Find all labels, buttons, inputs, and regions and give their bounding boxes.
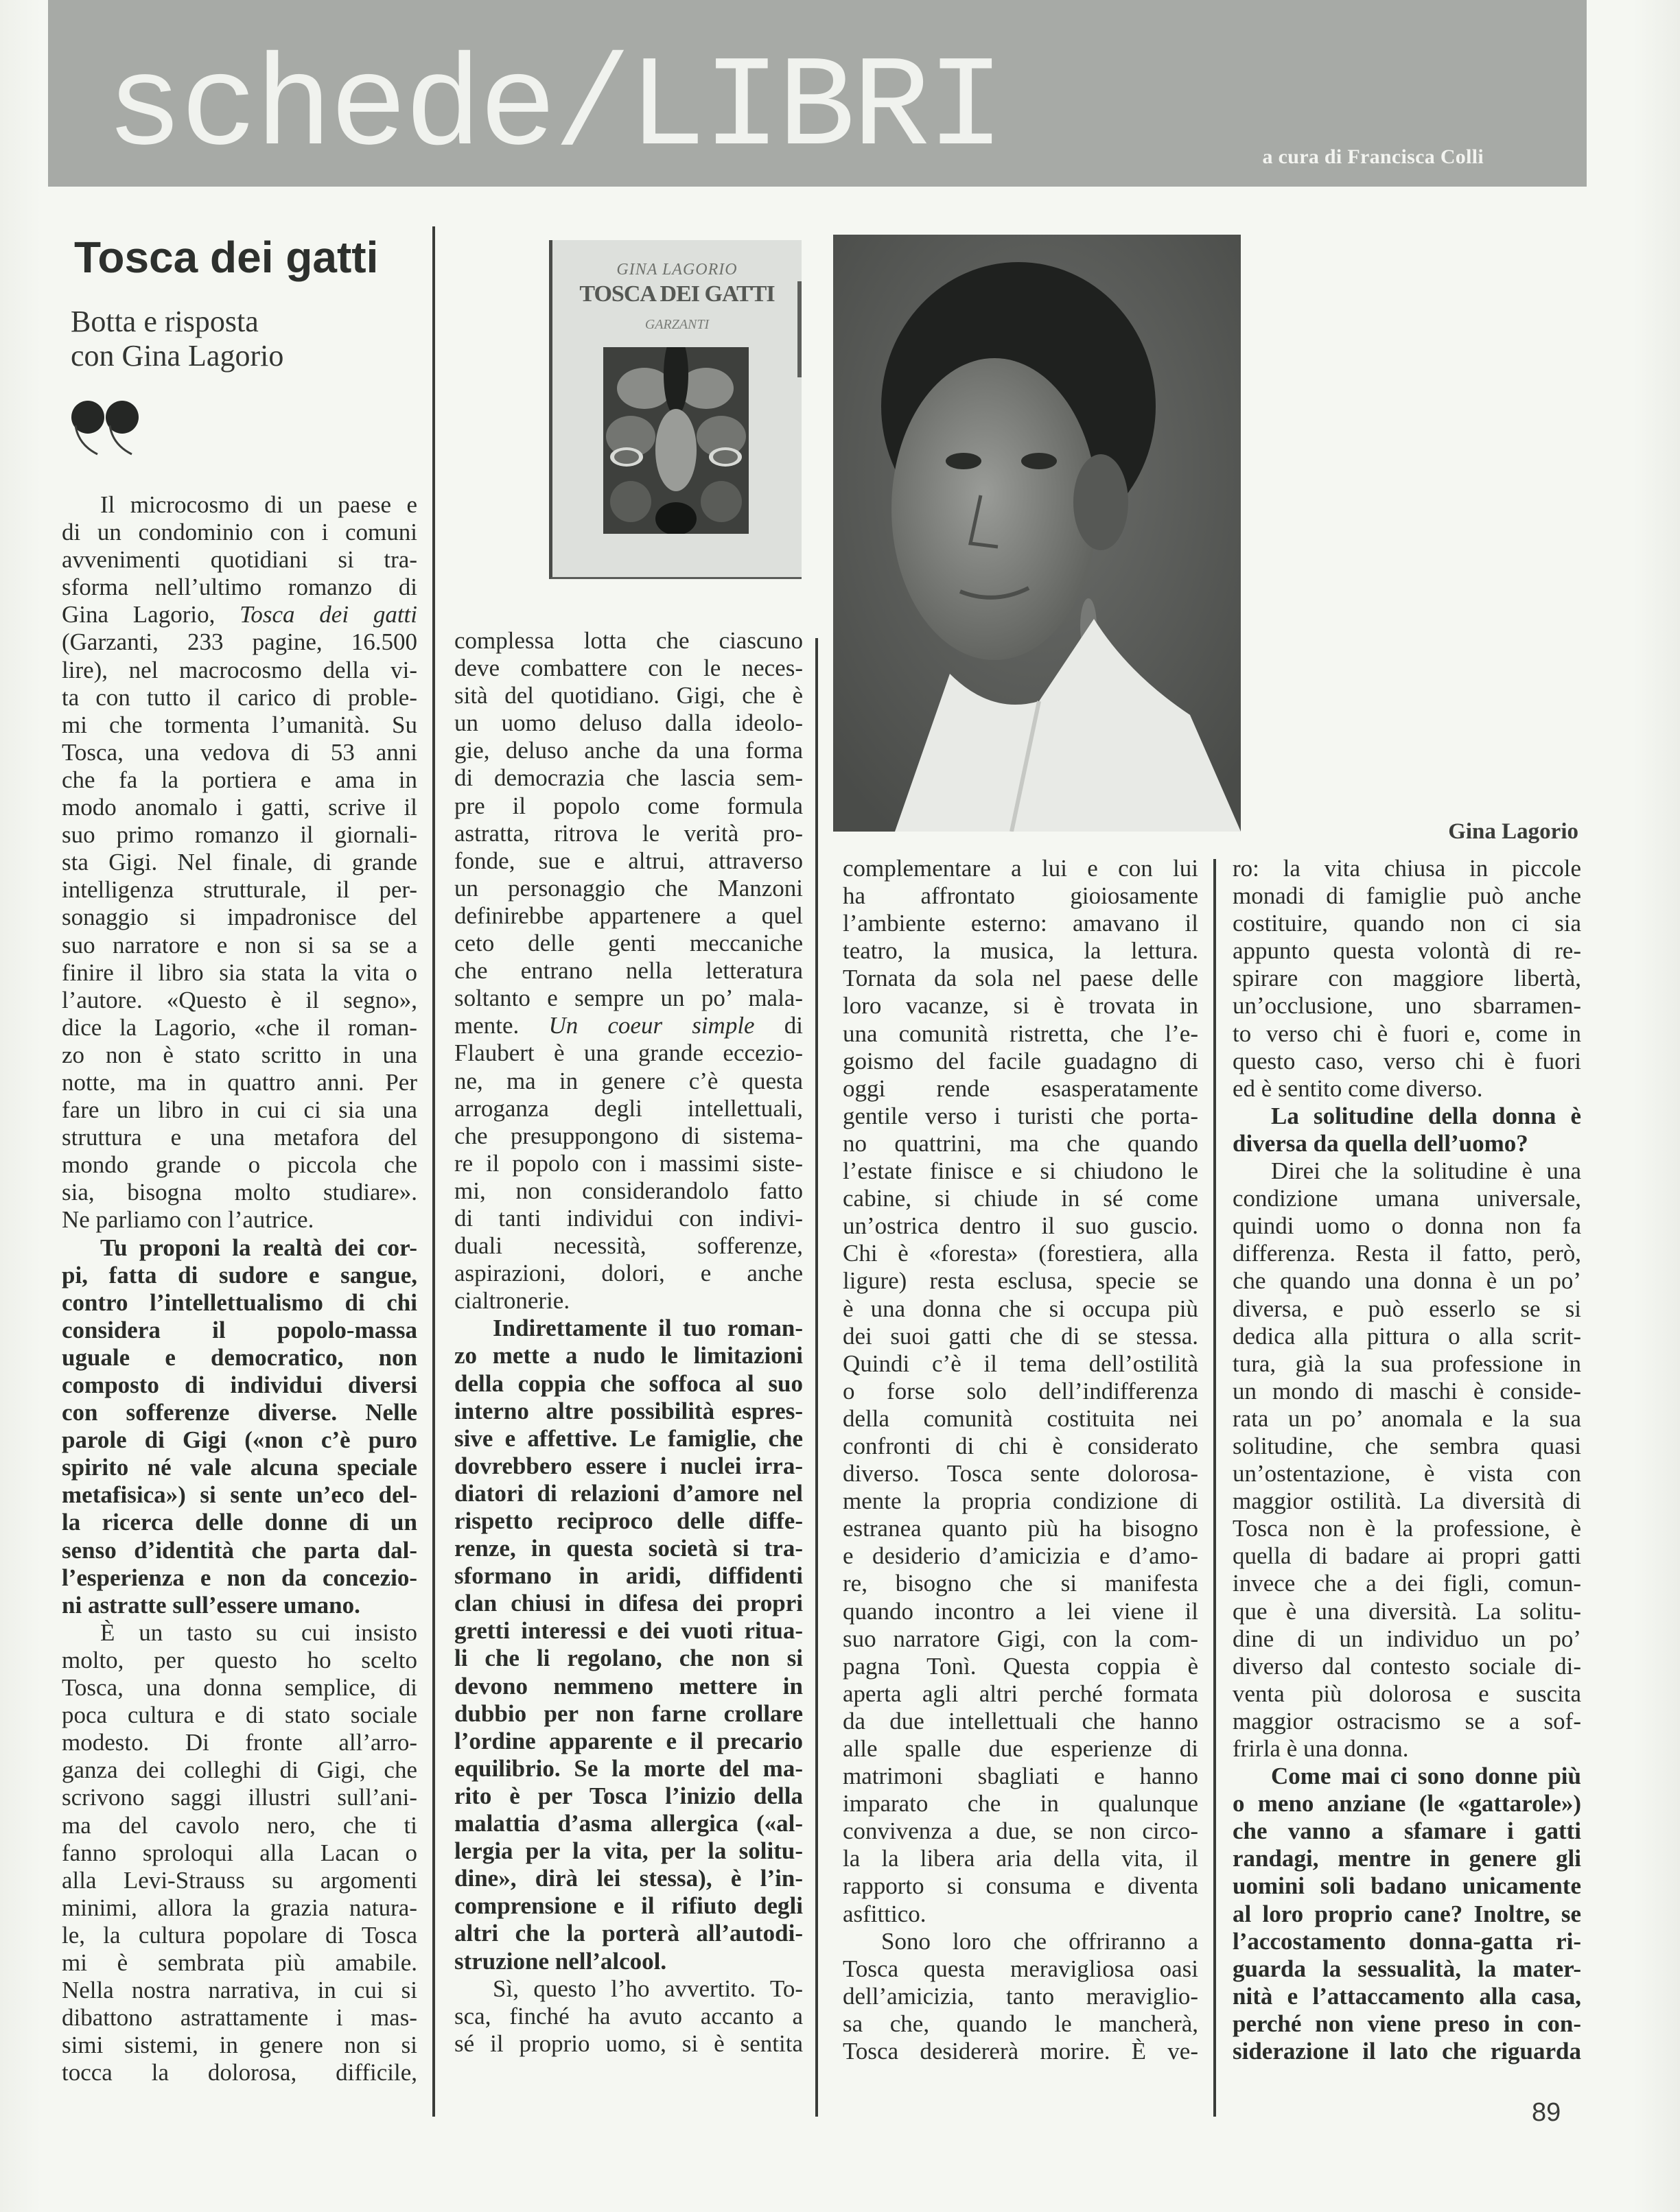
text-line: sa che, quando le mancherà, xyxy=(843,2010,1198,2037)
section-title: schede/LIBRI xyxy=(106,36,1002,183)
article-column-4 xyxy=(1233,855,1581,2065)
text-line: dice la Lagorio, «che il roman- xyxy=(62,1013,417,1041)
text-line: perché non viene preso in con- xyxy=(1233,2010,1581,2037)
text-line: suo narratore e non si sa se a xyxy=(62,931,417,958)
book-cover-image xyxy=(549,240,802,579)
text-line: intelligenza strutturale, il per- xyxy=(62,876,417,904)
text-line: pi, fatta di sudore e sangue, xyxy=(62,1261,417,1289)
text-line: alle spalle due esperienze di xyxy=(843,1735,1198,1762)
text-line: diverso. Tosca sente dolorosa- xyxy=(843,1460,1198,1487)
text-line: è una donna che si occupa più xyxy=(843,1295,1198,1322)
text-line: uomini soli badano unicamente xyxy=(1233,1872,1581,1900)
text-line: ed è sentito come diverso. xyxy=(1233,1074,1483,1102)
text-line: cabine, si chiude in sé come xyxy=(843,1185,1198,1212)
text-line: goismo del facile guadagno di xyxy=(843,1047,1198,1074)
text-line: zo mette a nudo le limitazioni xyxy=(454,1342,803,1369)
column-divider xyxy=(815,638,818,2117)
text-line: e desiderio d’amicizia e d’amo- xyxy=(843,1542,1198,1570)
text-line: le, la cultura popolare di Tosca xyxy=(62,1921,417,1949)
section-header-band xyxy=(48,0,1587,187)
text-line: diverso dal contesto sociale di- xyxy=(1233,1652,1581,1680)
text-line: teatro, la musica, la lettura. xyxy=(843,937,1198,965)
text-line: una comunità ristretta, che l’e- xyxy=(843,1020,1198,1047)
text-line: l’estate finisce e si chiudono le xyxy=(843,1157,1198,1185)
text-line xyxy=(454,1012,803,1039)
text-line: diversa da quella dell’uomo? xyxy=(1233,1129,1528,1157)
text-line: È un tasto su cui insisto xyxy=(100,1619,417,1646)
text-line: asfittico. xyxy=(843,1900,926,1927)
text-line: Tosca, una donna semplice, di xyxy=(62,1674,417,1702)
text-line: un mondo di maschi è conside- xyxy=(1233,1377,1581,1404)
text-line: che entrano nella letteratura xyxy=(454,957,803,985)
text-line: gretti interessi e dei vuoti ritua- xyxy=(454,1617,803,1645)
text-line: mondo grande o piccola che xyxy=(62,1151,417,1179)
text-line: fare un libro in cui ci sia una xyxy=(62,1096,417,1124)
text-line: dubbio per non farne crollare xyxy=(454,1699,803,1727)
text-line: aspirazioni, dolori, e anche xyxy=(454,1260,803,1287)
text-line: sive e affettive. Le famiglie, che xyxy=(454,1424,803,1452)
text-line: re il popolo con i massimi siste- xyxy=(454,1149,803,1177)
text-line: l’ordine apparente e il precario xyxy=(454,1727,803,1754)
text-line: un’ostrica dentro il suo guscio. xyxy=(843,1212,1198,1240)
text-line: devono nemmeno mettere in xyxy=(454,1672,803,1699)
text-line: dine di un individuo un po’ xyxy=(1233,1625,1581,1652)
text-line xyxy=(62,601,417,628)
text-line: mi è sembrata più amabile. xyxy=(62,1949,417,1976)
text-line: cialtronerie. xyxy=(454,1287,570,1315)
text-line: lire), nel macrocosmo della vi- xyxy=(62,656,417,683)
text-line: sia, bisogna molto studiare». xyxy=(62,1179,417,1206)
text-line: zo non è stato scritto in una xyxy=(62,1041,417,1068)
text-line: la la libera aria della vita, il xyxy=(843,1845,1198,1872)
text-line: lergia per la vita, per la solitu- xyxy=(454,1837,803,1865)
text-line: l’accostamento donna-gatta ri- xyxy=(1233,1927,1581,1955)
text-line: convivenza a due, se non circo- xyxy=(843,1817,1198,1845)
article-column-3 xyxy=(843,855,1198,2065)
text-line: dei suoi gatti che di se stessa. xyxy=(843,1322,1198,1350)
text-line: Tosca, una vedova di 53 anni xyxy=(62,738,417,766)
text-line: clan chiusi in difesa dei propri xyxy=(454,1590,803,1617)
text-line: sità del quotidiano. Gigi, che è xyxy=(454,682,803,709)
text-line: complementare a lui e con lui xyxy=(843,855,1198,882)
text-line: diversa, e può esserlo se si xyxy=(1233,1295,1581,1322)
text-line: sforma nell’ultimo romanzo di xyxy=(62,574,417,601)
text-line: Indirettamente il tuo roman- xyxy=(493,1315,803,1342)
text-line: confronti di chi è considerato xyxy=(843,1432,1198,1459)
text-line: duali necessità, sofferenze, xyxy=(454,1232,803,1260)
text-span: Gina Lagorio, xyxy=(62,601,240,628)
text-line: considera il popolo-massa xyxy=(62,1316,417,1343)
text-line: ganza dei colleghi di Gigi, che xyxy=(62,1756,417,1784)
text-line: dedica alla pittura o alla scrit- xyxy=(1233,1322,1581,1350)
text-line: soltanto e sempre un po’ mala- xyxy=(454,985,803,1012)
text-line: gentile verso i turisti che porta- xyxy=(843,1102,1198,1129)
text-line: al loro proprio cane? Inoltre, se xyxy=(1233,1900,1581,1927)
text-line: ni astratte sull’essere umano. xyxy=(62,1591,360,1619)
text-line: che presuppongono di sistema- xyxy=(454,1122,803,1149)
text-line: venta più dolorosa e suscita xyxy=(1233,1680,1581,1707)
text-line: che quando una donna è un po’ xyxy=(1233,1267,1581,1295)
text-line: simi sistemi, in genere non si xyxy=(62,2032,417,2059)
text-line: Direi che la solitudine è una xyxy=(1271,1157,1581,1185)
column-divider xyxy=(432,226,435,2117)
opening-quote-icon xyxy=(69,391,144,467)
text-line: ha affrontato gioiosamente xyxy=(843,882,1198,910)
text-line: con sofferenze diverse. Nelle xyxy=(62,1399,417,1426)
book-cover-author: GINA LAGORIO xyxy=(616,261,738,279)
text-line: loro vacanze, si è trovata in xyxy=(843,992,1198,1020)
text-line: dibattono astrattamente i mas- xyxy=(62,2004,417,2032)
article-subtitle xyxy=(71,305,283,373)
text-line: Quindi c’è il tema dell’ostilità xyxy=(843,1350,1198,1377)
text-line: Ne parliamo con l’autrice. xyxy=(62,1206,314,1234)
text-line: costituire, quando non ci sia xyxy=(1233,910,1581,937)
text-line: rispetto reciproco delle diffe- xyxy=(454,1507,803,1534)
text-line: sca, finché ha avuto accanto a xyxy=(454,2002,803,2029)
text-line: fanno sproloqui alla Lacan o xyxy=(62,1839,417,1866)
text-line: avvenimenti quotidiani si tra- xyxy=(62,546,417,574)
text-line: struttura e una metafora del xyxy=(62,1124,417,1151)
text-line: pre il popolo come formula xyxy=(454,792,803,819)
subtitle-line: Botta e risposta xyxy=(71,305,259,338)
text-line: ta con tutto il carico di proble- xyxy=(62,683,417,711)
text-line: malattia d’asma allergica («al- xyxy=(454,1810,803,1837)
text-line: arroganza degli intellettuali, xyxy=(454,1094,803,1122)
article-column-1 xyxy=(62,491,417,2086)
text-line: Sì, questo l’ho avvertito. To- xyxy=(493,1975,803,2002)
text-line: Tornata da sola nel paese delle xyxy=(843,965,1198,992)
text-line: di un condominio con i comuni xyxy=(62,519,417,546)
text-line: uguale e democratico, non xyxy=(62,1343,417,1371)
book-cover-title: TOSCA DEI GATTI xyxy=(579,281,775,307)
cat-face-illustration xyxy=(603,347,749,534)
text-line: tocca la dolorosa, difficile, xyxy=(62,2059,417,2086)
text-line: metafisica») si sente un’eco del- xyxy=(62,1481,417,1509)
text-line: re, bisogno che si manifesta xyxy=(843,1570,1198,1597)
text-line: un’ostentazione, è vista con xyxy=(1233,1460,1581,1487)
text-line: astratta, ritrova le verità pro- xyxy=(454,819,803,847)
text-line: spirare con maggiore libertà, xyxy=(1233,965,1581,992)
text-line: estranea quanto più ha bisogno xyxy=(843,1515,1198,1542)
text-line: maggior ostilità. La diversità di xyxy=(1233,1487,1581,1515)
text-line: dovrebbero essere i nuclei irra- xyxy=(454,1452,803,1479)
text-line: spirito né vale alcuna speciale xyxy=(62,1454,417,1481)
portrait-illustration xyxy=(833,235,1241,832)
text-line: dell’amicizia, tanto meraviglio- xyxy=(843,1982,1198,2010)
text-line: Nella nostra narrativa, in cui si xyxy=(62,1977,417,2004)
text-line: Il microcosmo di un paese e xyxy=(100,491,417,518)
text-line: rapporto si consuma e diventa xyxy=(843,1872,1198,1900)
text-line: quella di badare ai propri gatti xyxy=(1233,1542,1581,1570)
text-span: di xyxy=(754,1012,803,1039)
text-line: differenza. Resta il fatto, però, xyxy=(1233,1240,1581,1267)
text-line: Chi è «foresta» (forestiera, alla xyxy=(843,1240,1198,1267)
text-line: la ricerca delle donne di un xyxy=(62,1509,417,1536)
text-line: to verso chi è fuori e, come in xyxy=(1233,1020,1581,1047)
text-line: imparato che in qualunque xyxy=(843,1790,1198,1817)
text-line: Tosca questa meravigliosa oasi xyxy=(843,1955,1198,1982)
text-line: l’esperienza e non da concezio- xyxy=(62,1564,417,1591)
text-line: guarda la sessualità, la mater- xyxy=(1233,1955,1581,1982)
text-line: Tu proponi la realtà dei cor- xyxy=(100,1234,417,1261)
text-line: Sono loro che offriranno a xyxy=(881,1927,1198,1955)
article-column-2 xyxy=(454,627,803,2058)
text-line: questo caso, verso chi è fuori xyxy=(1233,1047,1581,1074)
text-line: (Garzanti, 233 pagine, 16.500 xyxy=(62,628,417,656)
text-line: gie, deluso anche da una forma xyxy=(454,737,803,764)
text-line: modo anomalo i gatti, scrive il xyxy=(62,794,417,821)
text-line: ceto delle genti meccaniche xyxy=(454,930,803,957)
text-line: l’autore. «Questo è il segno», xyxy=(62,986,417,1013)
text-line: appunto questa volontà di re- xyxy=(1233,937,1581,965)
text-line: l’ambiente esterno: amavano il xyxy=(843,910,1198,937)
text-line: della comunità costituita nei xyxy=(843,1404,1198,1432)
text-line: no quattrini, ma che quando xyxy=(843,1129,1198,1157)
text-span: mente. xyxy=(454,1012,549,1039)
text-line: altri che la porterà all’autodi- xyxy=(454,1920,803,1947)
text-line: un’occlusione, uno sbarramen- xyxy=(1233,992,1581,1020)
text-line: sé il proprio uomo, si è sentita xyxy=(454,2029,803,2057)
text-line: un personaggio che Manzoni xyxy=(454,874,803,902)
text-line: renze, in questa società si tra- xyxy=(454,1535,803,1562)
text-line: La solitudine della donna è xyxy=(1271,1102,1581,1129)
text-line: mente la propria condizione di xyxy=(843,1487,1198,1515)
text-line: minimi, allora la grazia natura- xyxy=(62,1894,417,1921)
text-line: senso d’identità che parta dal- xyxy=(62,1536,417,1564)
subtitle-line: con Gina Lagorio xyxy=(71,339,284,373)
text-line: monadi di famiglie può anche xyxy=(1233,882,1581,910)
section-byline: a cura di Francisca Colli xyxy=(1262,145,1484,168)
text-line: finire il libro sia stata la vita o xyxy=(62,958,417,986)
text-line: equilibrio. Se la morte del ma- xyxy=(454,1754,803,1782)
text-line: che fa la portiera e ama in xyxy=(62,766,417,793)
photo-caption: Gina Lagorio xyxy=(1448,819,1578,844)
text-line: maggior ostracismo se a sof- xyxy=(1233,1707,1581,1734)
text-line: nità e l’attaccamento alla casa, xyxy=(1233,1982,1581,2010)
text-line: suo narratore Gigi, con la com- xyxy=(843,1625,1198,1652)
author-portrait-photo xyxy=(833,235,1241,832)
text-line: complessa lotta che ciascuno xyxy=(454,627,803,654)
text-line: ma del cavolo nero, che ti xyxy=(62,1811,417,1839)
text-line: composto di individui diversi xyxy=(62,1372,417,1398)
text-line: invece che a dei figli, comun- xyxy=(1233,1570,1581,1597)
text-line: Tosca desidererà morire. È ve- xyxy=(843,2038,1198,2065)
text-line: ligure) resta esclusa, specie se xyxy=(843,1267,1198,1295)
text-line: notte, ma in quattro anni. Per xyxy=(62,1068,417,1096)
text-line: scrivono saggi illustri sull’ani- xyxy=(62,1784,417,1811)
text-line: comprensione e il rifiuto degli xyxy=(454,1892,803,1920)
text-line: diatori di relazioni d’amore nel xyxy=(454,1479,803,1507)
text-line: quando incontro a lei viene il xyxy=(843,1597,1198,1625)
text-line: rata un po’ anomala e la sua xyxy=(1233,1404,1581,1432)
text-line: Flaubert è una grande eccezio- xyxy=(454,1039,803,1067)
text-line: frirla è una donna. xyxy=(1233,1735,1409,1762)
text-line: sonaggio si impadronisce del xyxy=(62,904,417,931)
text-line: siderazione il lato che riguarda xyxy=(1233,2038,1581,2065)
text-line: solitudine, che sembra quasi xyxy=(1233,1432,1581,1459)
text-line: che vanno a sfamare i gatti xyxy=(1233,1817,1581,1845)
text-line: interno altre possibilità espres- xyxy=(454,1397,803,1424)
text-line: definirebbe appartenere a quel xyxy=(454,902,803,929)
italic-title-span: Tosca dei gatti xyxy=(240,601,417,628)
text-line: di tanti individui con indivi- xyxy=(454,1204,803,1232)
text-line: contro l’intellettualismo di chi xyxy=(62,1289,417,1316)
text-line: un uomo deluso dalla ideolo- xyxy=(454,709,803,737)
text-line: Come mai ci sono donne più xyxy=(1271,1763,1581,1790)
text-line: poca cultura e di stato sociale xyxy=(62,1702,417,1729)
article-title: Tosca dei gatti xyxy=(74,233,379,282)
text-line: aperta agli altri perché formata xyxy=(843,1680,1198,1707)
text-line: alla Levi-Strauss su argomenti xyxy=(62,1866,417,1894)
column-divider xyxy=(1213,859,1216,2117)
text-line: molto, per questo ho scelto xyxy=(62,1646,417,1673)
page-number: 89 xyxy=(1532,2098,1561,2127)
text-line: di democrazia che lascia sem- xyxy=(454,764,803,792)
text-line: mi, non considerandolo fatto xyxy=(454,1177,803,1204)
text-line: tura, già la sua professione in xyxy=(1233,1350,1581,1377)
text-line: della coppia che soffoca al suo xyxy=(454,1369,803,1397)
text-line: li che li regolano, che non si xyxy=(454,1645,803,1672)
text-line: Tosca non è la professione, è xyxy=(1233,1515,1581,1542)
text-line: parole di Gigi («non c’è puro xyxy=(62,1426,417,1454)
italic-title-span: Un coeur simple xyxy=(548,1012,755,1039)
text-line: randagi, mentre in genere gli xyxy=(1233,1845,1581,1872)
text-line: o forse solo dell’indifferenza xyxy=(843,1377,1198,1404)
text-line: matrimoni sbagliati e hanno xyxy=(843,1763,1198,1790)
book-cover-publisher: GARZANTI xyxy=(644,317,710,332)
text-line: que è una diversità. La solitu- xyxy=(1233,1597,1581,1625)
text-line: modesto. Di fronte all’arro- xyxy=(62,1729,417,1756)
text-line: quindi uomo o donna non fa xyxy=(1233,1212,1581,1240)
text-line: ne, ma in genere c’è questa xyxy=(454,1067,803,1094)
text-line: condizione umana universale, xyxy=(1233,1185,1581,1212)
text-line: rito è per Tosca l’inizio della xyxy=(454,1782,803,1809)
text-line: oggi rende esasperatamente xyxy=(843,1074,1198,1102)
text-line: deve combattere con le neces- xyxy=(454,655,803,682)
text-line: mi che tormenta l’umanità. Su xyxy=(62,711,417,738)
text-line: sformano in aridi, diffidenti xyxy=(454,1562,803,1590)
text-line: dine», dirà lei stessa), è l’in- xyxy=(454,1865,803,1892)
text-line: pagna Tonì. Questa coppia è xyxy=(843,1652,1198,1680)
text-line: ro: la vita chiusa in piccole xyxy=(1233,855,1581,882)
text-line: o meno anziane (le «gattarole») xyxy=(1233,1790,1581,1817)
text-line: sta Gigi. Nel finale, di grande xyxy=(62,849,417,876)
text-line: struzione nell’alcool. xyxy=(454,1947,667,1975)
text-line: da due intellettuali che hanno xyxy=(843,1707,1198,1734)
text-line: suo primo romanzo il giornali- xyxy=(62,821,417,849)
text-line: fonde, sue e altrui, attraverso xyxy=(454,847,803,874)
